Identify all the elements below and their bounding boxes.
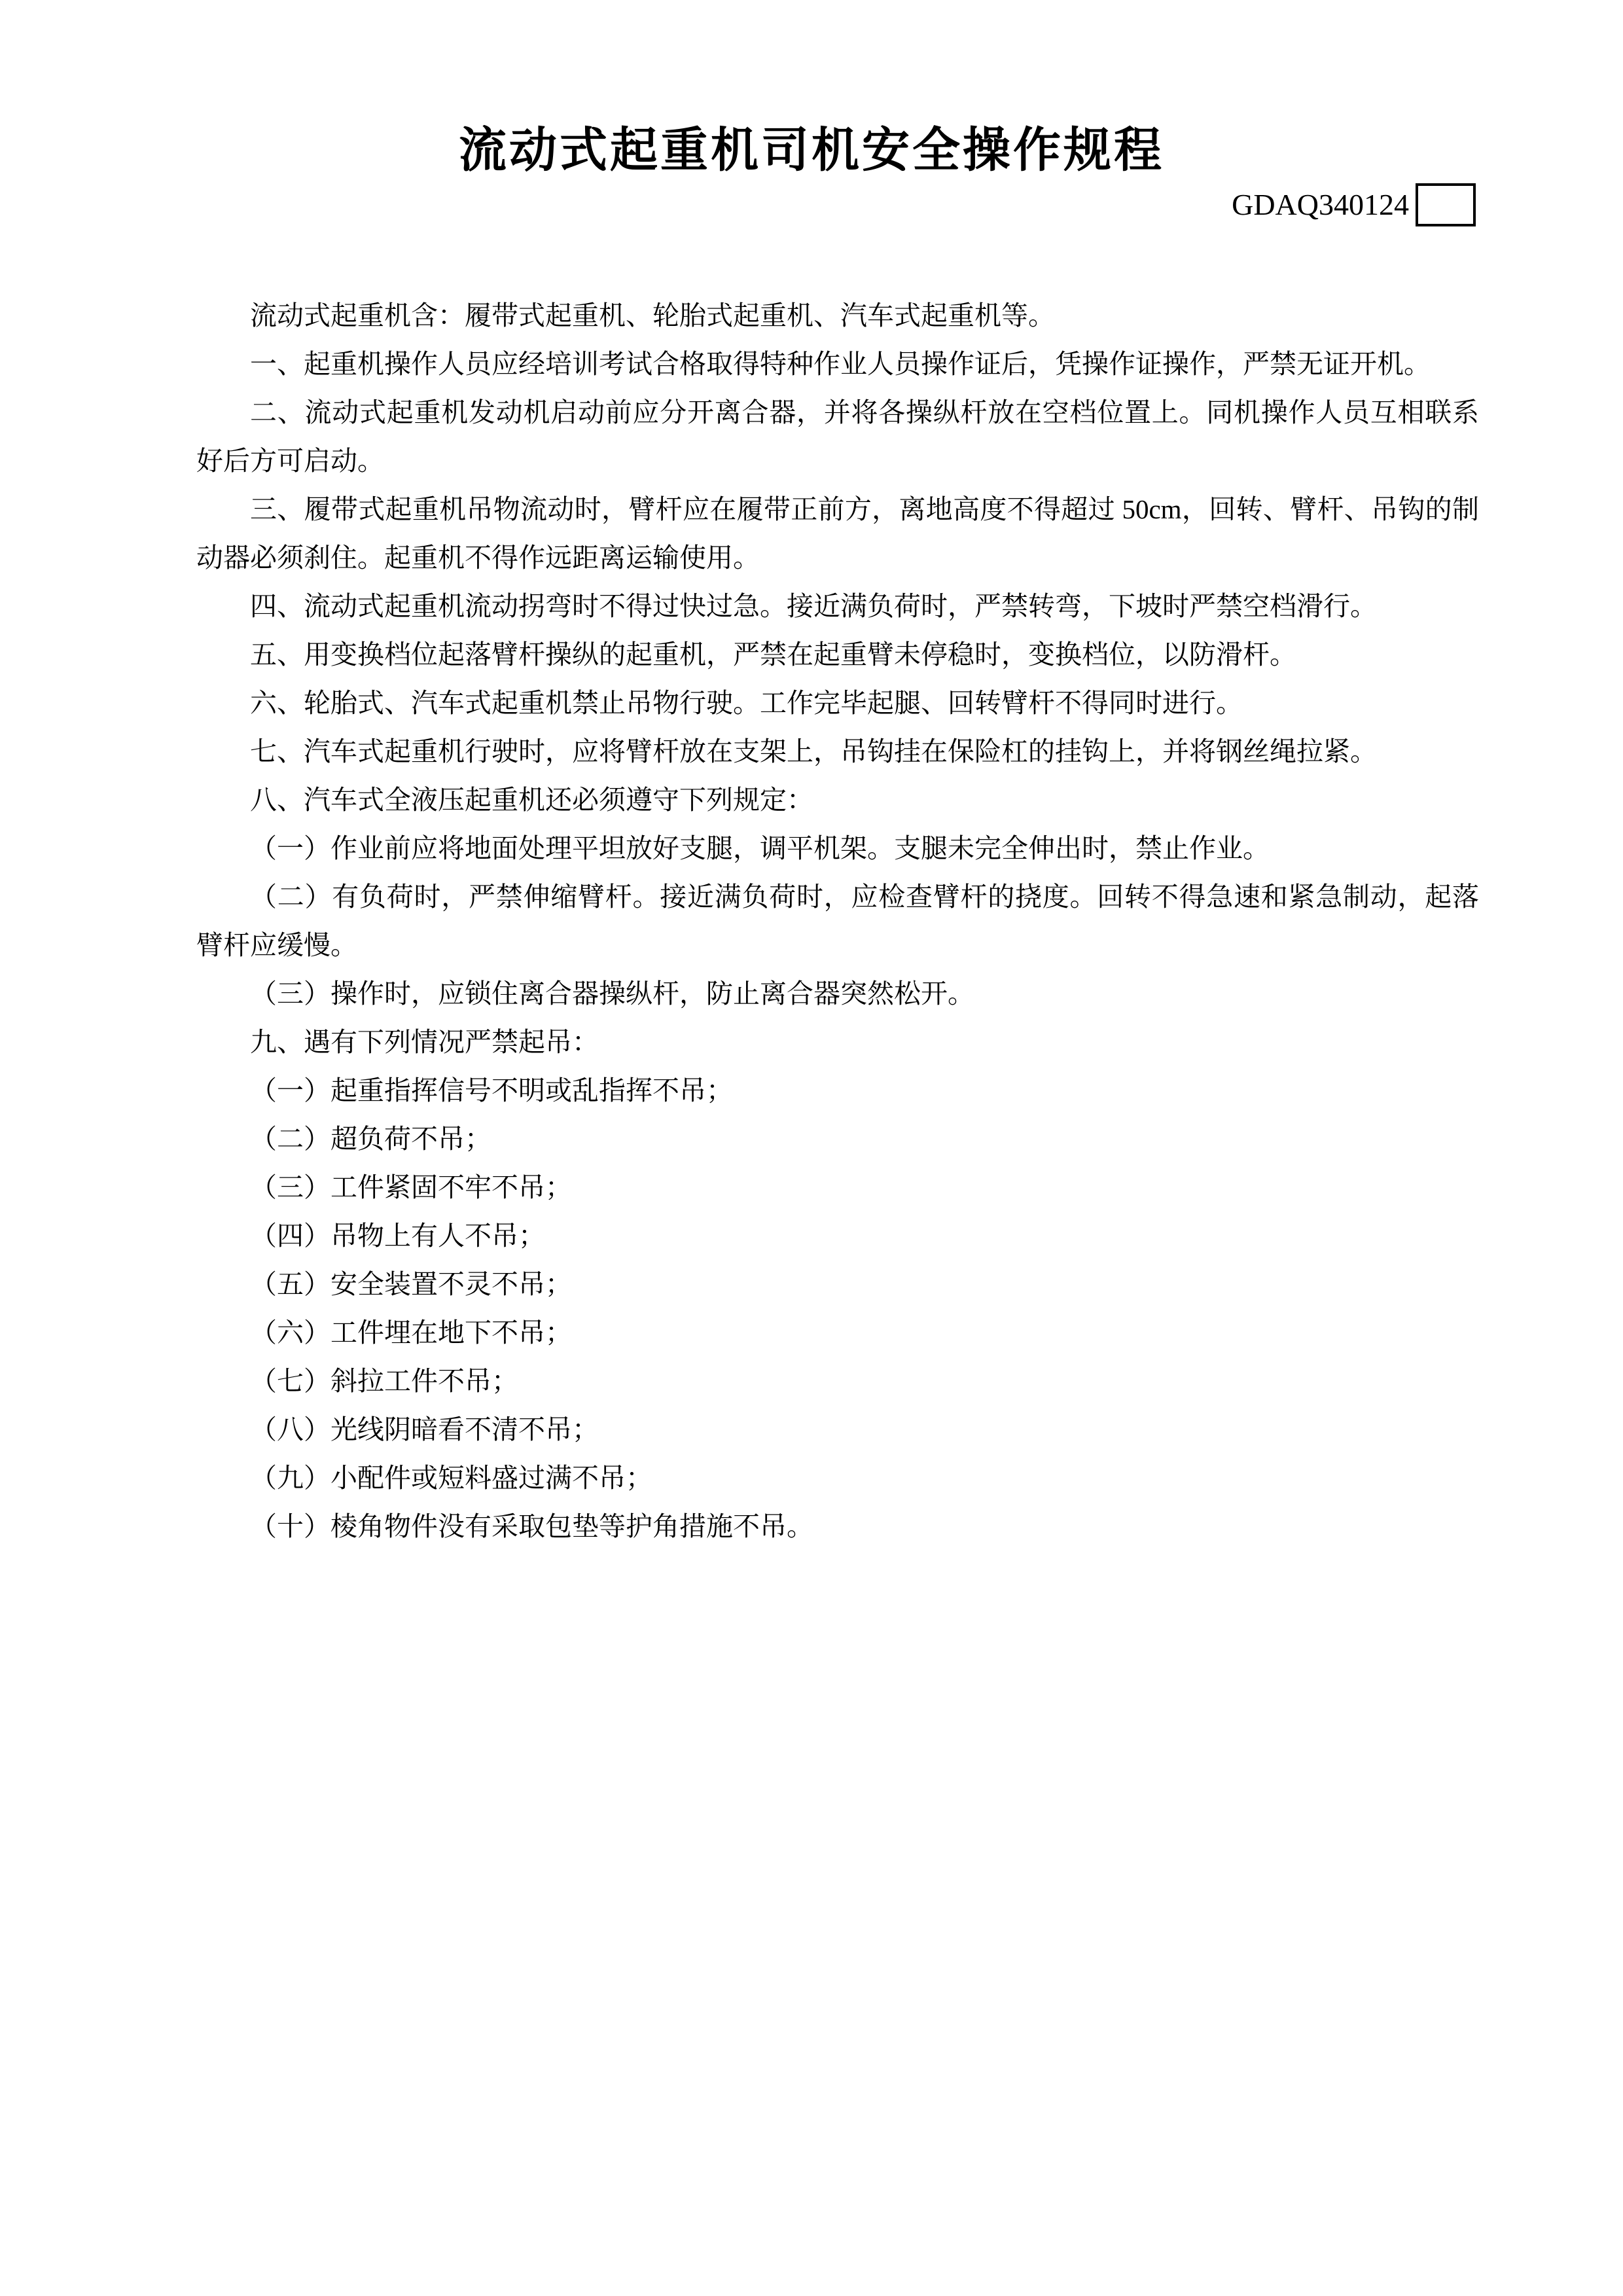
document-body	[196, 291, 1479, 1551]
paragraph-rule-9-item-9: （九）小配件或短料盛过满不吊；	[250, 1463, 652, 1493]
doc-code-row	[1232, 183, 1476, 226]
page-title: 流动式起重机司机安全操作规程	[459, 124, 1164, 177]
paragraph-rule-9-item-7: （七）斜拉工件不吊；	[250, 1366, 518, 1396]
paragraph-intro: 流动式起重机含：履带式起重机、轮胎式起重机、汽车式起重机等。	[250, 300, 1055, 331]
doc-code: GDAQ340124	[1232, 188, 1409, 221]
paragraph-rule-9-item-5: （五）安全装置不灵不吊；	[250, 1269, 572, 1299]
paragraph-rule-8-item-1: （一）作业前应将地面处理平坦放好支腿，调平机架。支腿未完全伸出时，禁止作业。	[250, 833, 1270, 863]
paragraph-rule-9-item-1: （一）起重指挥信号不明或乱指挥不吊；	[250, 1075, 733, 1105]
paragraph-rule-7: 七、汽车式起重机行驶时，应将臂杆放在支架上，吊钩挂在保险杠的挂钩上，并将钢丝绳拉紧。	[250, 736, 1377, 766]
paragraph-rule-5: 五、用变换档位起落臂杆操纵的起重机，严禁在起重臂未停稳时，变换档位，以防滑杆。	[250, 639, 1296, 670]
paragraph-rule-9-item-6: （六）工件埋在地下不吊；	[250, 1318, 572, 1348]
paragraph-rule-8-item-2: （二）有负荷时，严禁伸缩臂杆。接近满负荷时，应检查臂杆的挠度。回转不得急速和紧急制动，起落臂杆应缓慢。	[196, 882, 1479, 960]
paragraph-rule-9-item-3: （三）工件紧固不牢不吊；	[250, 1172, 572, 1202]
paragraph-rule-3: 三、履带式起重机吊物流动时，臂杆应在履带正前方，离地高度不得超过 50cm，回转、臂杆、吊钩的制动器必须刹住。起重机不得作远距离运输使用。	[196, 494, 1479, 573]
paragraph-rule-9: 九、遇有下列情况严禁起吊：	[250, 1027, 599, 1057]
paragraph-rule-9-item-4: （四）吊物上有人不吊；	[250, 1221, 545, 1251]
doc-code-box	[1416, 183, 1476, 226]
paragraph-rule-9-item-10: （十）棱角物件没有采取包垫等护角措施不吊。	[250, 1511, 813, 1541]
paragraph-rule-2: 二、流动式起重机发动机启动前应分开离合器，并将各操纵杆放在空档位置上。同机操作人员互相联系好后方可启动。	[196, 397, 1479, 476]
paragraph-rule-8: 八、汽车式全液压起重机还必须遵守下列规定：	[250, 785, 813, 815]
paragraph-rule-6: 六、轮胎式、汽车式起重机禁止吊物行驶。工作完毕起腿、回转臂杆不得同时进行。	[250, 688, 1243, 718]
paragraph-rule-9-item-2: （二）超负荷不吊；	[250, 1124, 491, 1154]
paragraph-rule-8-item-3: （三）操作时，应锁住离合器操纵杆，防止离合器突然松开。	[250, 978, 974, 1009]
paragraph-rule-1: 一、起重机操作人员应经培训考试合格取得特种作业人员操作证后，凭操作证操作，严禁无证开机。	[250, 349, 1431, 379]
paragraph-rule-9-item-8: （八）光线阴暗看不清不吊；	[250, 1414, 599, 1444]
paragraph-rule-4: 四、流动式起重机流动拐弯时不得过快过急。接近满负荷时，严禁转弯，下坡时严禁空档滑行。	[250, 591, 1377, 621]
